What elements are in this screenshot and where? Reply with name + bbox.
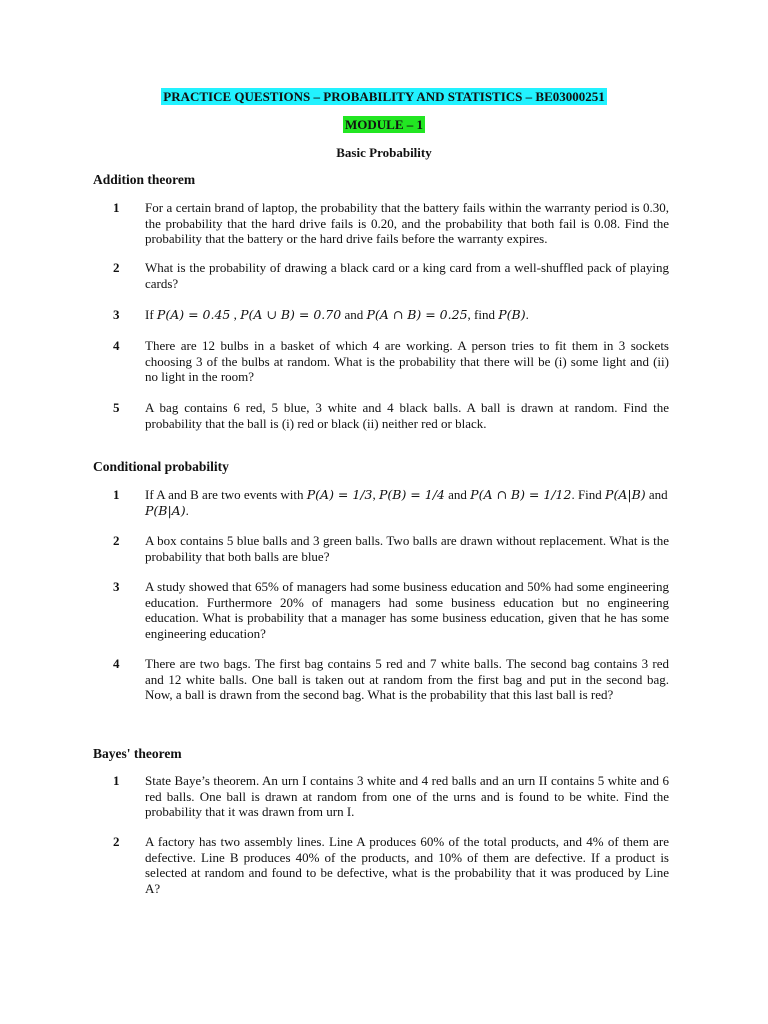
module-title [0, 117, 768, 133]
question-number: 1 [113, 487, 120, 502]
math-expression: P(A ∩ B) = 1/12 [470, 487, 572, 502]
math-expression: P(B) = 1/4 [378, 487, 445, 502]
text-span: , [230, 307, 241, 322]
question-text: There are two bags. The first bag contains 5 red and 7 white balls. The second bag contains 3 red and 12 white balls. One ball is taken out at random from the first bag and put in the second bag. Now, a ball is drawn from the second bag. What is the probability that this last ball is red? [145, 656, 669, 703]
section-heading-conditional: Conditional probability [93, 459, 229, 474]
question-number: 5 [113, 400, 120, 415]
question-text: A box contains 5 blue balls and 3 green balls. Two balls are drawn without replacement. What is the probability that both balls are blue? [145, 533, 669, 564]
text-span: and [444, 487, 471, 502]
document-title [0, 89, 768, 105]
math-expression: P(A) = 0.45 [156, 307, 231, 322]
question-number: 2 [113, 834, 120, 849]
question-number: 3 [113, 579, 120, 594]
question-text: For a certain brand of laptop, the probability that the battery fails within the warranty period is 0.30, the probability that the hard drive fails is 0.20, and the probability that both fail is 0.08. Find the probability that the battery or the hard drive fails before the warranty expires. [145, 200, 669, 247]
question-number: 1 [113, 773, 120, 788]
math-expression: P(A ∪ B) = 0.70 [240, 307, 342, 322]
question-number: 4 [113, 656, 120, 671]
text-span: . [185, 502, 189, 518]
text-span: . [525, 307, 529, 322]
question-text: A study showed that 65% of managers had some business education and 50% had some engineering education. Furthermore 20% of managers had some business education but no engineering education. What is probability that a manager has some business education, given that he has some engineering education? [145, 579, 669, 641]
question-number: 3 [113, 307, 120, 322]
text-span: and [341, 307, 367, 322]
text-span: If [145, 307, 154, 322]
document-title-text: PRACTICE QUESTIONS – PROBABILITY AND STATISTICS – BE03000251 [163, 89, 605, 104]
module-title-text: MODULE – 1 [345, 117, 423, 132]
section-heading-bayes: Bayes' theorem [93, 746, 182, 761]
section-heading-addition: Addition theorem [93, 172, 196, 187]
text-span: , find [467, 307, 499, 322]
question-text: There are 12 bulbs in a basket of which 4 are working. A person tries to fit them in 3 sockets choosing 3 of the bulbs at random. What is the probability that there will be (i) some light and (ii) no light in the room? [145, 338, 669, 385]
question-number: 1 [113, 200, 120, 215]
math-expression: P(A) = 1/3 [306, 487, 373, 502]
text-span: . Find [571, 487, 606, 502]
question-text: What is the probability of drawing a black card or a king card from a well-shuffled pack of playing cards? [145, 260, 669, 291]
math-expression: P(B) [498, 307, 526, 322]
math-expression: P(A ∩ B) = 0.25 [366, 307, 468, 322]
text-span: and [645, 487, 668, 502]
math-expression: P(B|A) [145, 502, 186, 518]
text-span: If A and B are two events with [145, 487, 307, 502]
question-number: 4 [113, 338, 120, 353]
question-text: A factory has two assembly lines. Line A produces 60% of the total products, and 4% of them are defective. Line B produces 40% of the products, and 10% of them are defective. If a product is selected at random and found to be defective, what is the probability that it was produced by Line A? [145, 834, 669, 896]
question-text: State Baye’s theorem. An urn I contains 3 white and 4 red balls and an urn II contains 5 white and 6 red balls. One ball is drawn at random from one of the urns and is found to be white. Find the probability that it was drawn from urn I. [145, 773, 669, 820]
subtitle: Basic Probability [336, 145, 432, 160]
question-text [145, 487, 669, 518]
question-text: A bag contains 6 red, 5 blue, 3 white and 4 black balls. A ball is drawn at random. Find the probability that the ball is (i) red or black (ii) neither red or black. [145, 400, 669, 431]
math-expression: P(A|B) [605, 487, 646, 502]
question-number: 2 [113, 260, 120, 275]
question-number: 2 [113, 533, 120, 548]
question-text [145, 307, 669, 323]
text-span: , [372, 487, 379, 502]
